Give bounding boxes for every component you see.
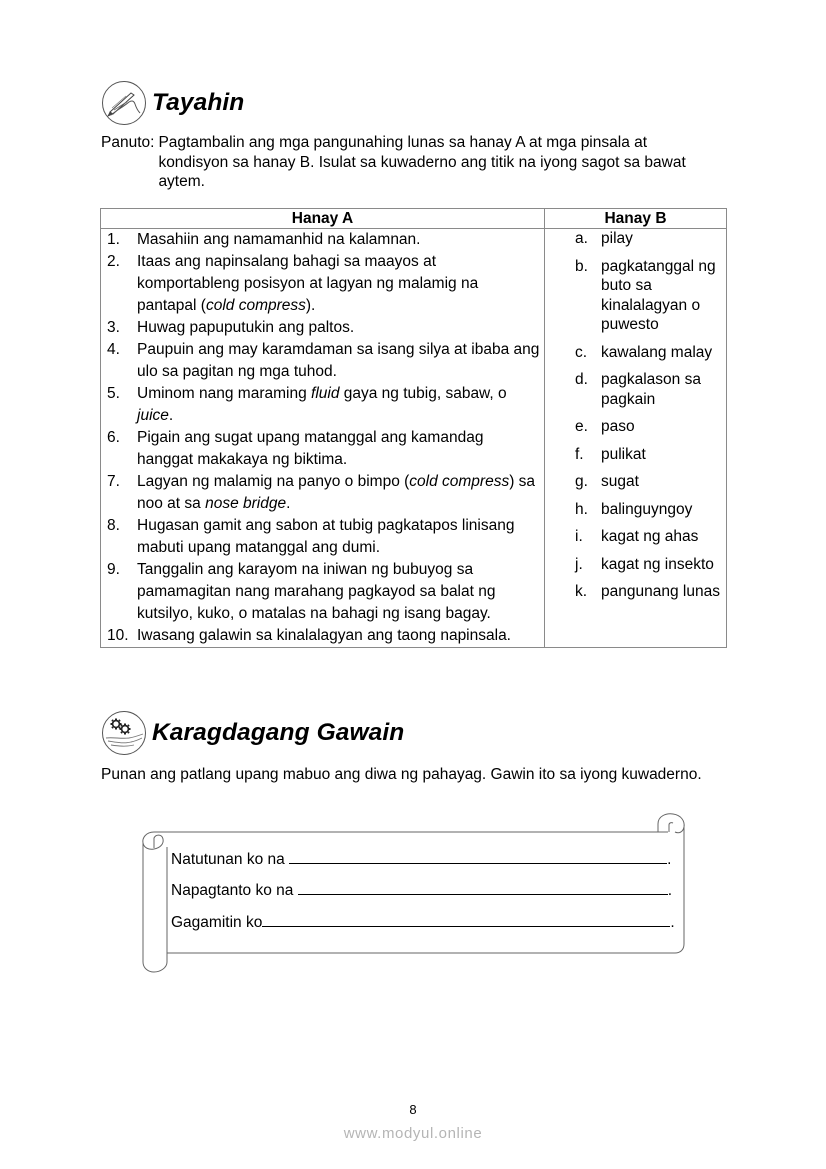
- hanay-a-item: [101, 427, 544, 471]
- matching-table: [100, 208, 727, 648]
- text-segment: Itaas ang napinsalang bahagi sa maayos at komportableng posisyon at lagyan ng malamig na pantapal (: [137, 253, 479, 314]
- column-b: [545, 229, 727, 648]
- item-letter: c.: [575, 343, 588, 361]
- hanay-b-item: [545, 417, 726, 437]
- item-text: [137, 317, 544, 339]
- item-text: [137, 625, 544, 647]
- text-segment: Masahiin ang namamanhid na kalamnan.: [137, 231, 421, 248]
- hanay-a-item: [101, 317, 544, 339]
- item-text: sugat: [601, 473, 639, 490]
- period: .: [670, 914, 675, 931]
- fill-line-gagamitin[interactable]: [171, 912, 675, 932]
- instructions: [101, 133, 711, 192]
- item-letter: k.: [575, 583, 588, 600]
- hanay-b-item: [545, 445, 726, 465]
- text-segment: .: [168, 407, 174, 424]
- italic-term: cold compress: [409, 473, 510, 490]
- item-text: [137, 427, 544, 471]
- item-text: [137, 383, 544, 427]
- item-text: [137, 471, 544, 515]
- text-segment: ).: [305, 297, 316, 314]
- watermark: www.modyul.online: [343, 1125, 483, 1142]
- item-text: pagkatanggal ng buto sa kinalalagyan o puwesto: [601, 257, 716, 333]
- answer-blank[interactable]: [262, 912, 670, 927]
- item-text: kawalang malay: [601, 343, 713, 361]
- item-text: [137, 515, 544, 559]
- section-title: Tayahin: [152, 89, 245, 116]
- text-segment: Uminom nang maraming: [137, 385, 312, 402]
- item-letter: i.: [575, 528, 583, 545]
- item-number: 10.: [107, 627, 129, 644]
- hanay-b-item: [545, 582, 726, 602]
- item-text: paso: [601, 418, 635, 435]
- item-letter: g.: [575, 473, 588, 490]
- answer-blank[interactable]: [298, 880, 668, 895]
- item-text: [137, 559, 544, 625]
- item-letter: f.: [575, 445, 584, 463]
- item-number: 4.: [107, 341, 120, 358]
- karagdagang-gawain-header: [101, 710, 404, 756]
- prompt-label: Natutunan ko na: [171, 851, 290, 868]
- karagdagang-instructions: Punan ang patlang upang mabuo ang diwa ng pahayag. Gawin ito sa iyong kuwaderno.: [101, 766, 702, 783]
- scroll-frame: [140, 812, 700, 977]
- item-text: pangunang lunas: [601, 583, 720, 600]
- prompt-label: Gagamitin ko: [171, 914, 263, 931]
- hanay-b-item: [545, 500, 726, 520]
- item-text: balinguyngoy: [601, 500, 693, 518]
- hanay-a-item: [101, 625, 544, 647]
- item-number: 6.: [107, 429, 120, 446]
- item-letter: b.: [575, 257, 588, 275]
- section-title: Karagdagang Gawain: [152, 719, 405, 746]
- item-letter: e.: [575, 418, 588, 435]
- page-number: 8: [409, 1102, 417, 1117]
- hanay-b-item: [545, 343, 726, 363]
- text-segment: Hugasan gamit ang sabon at tubig pagkatapos linisang mabuti upang matanggal ang dumi.: [137, 517, 515, 556]
- hanay-b-item: [545, 257, 726, 335]
- hanay-b-item: [545, 527, 726, 547]
- hanay-b-item: [545, 472, 726, 492]
- hanay-b-item: [545, 555, 726, 575]
- text-segment: Pigain ang sugat upang matanggal ang kamandag hanggat makakaya ng biktima.: [137, 429, 484, 468]
- fill-line-napagtanto[interactable]: [171, 880, 672, 900]
- item-number: 3.: [107, 319, 120, 336]
- instructions-text: Pagtambalin ang mga pangunahing lunas sa hanay A at mga pinsala at kondisyon sa hanay B. Isulat sa kuwaderno ang titik na iyong sagot sa bawat aytem.: [158, 134, 686, 191]
- item-text: kagat ng ahas: [601, 528, 699, 545]
- item-letter: j.: [575, 555, 583, 573]
- item-text: pilay: [601, 230, 633, 247]
- item-letter: h.: [575, 500, 588, 518]
- item-text: [137, 251, 544, 317]
- italic-term: cold compress: [205, 297, 306, 314]
- item-text: [137, 339, 544, 383]
- italic-term: nose bridge: [205, 495, 287, 512]
- item-number: 7.: [107, 473, 120, 490]
- item-text: kagat ng insekto: [601, 555, 714, 573]
- hanay-a-item: [101, 383, 544, 427]
- italic-term: fluid: [311, 385, 340, 402]
- text-segment: Lagyan ng malamig na panyo o bimpo (: [137, 473, 410, 490]
- hanay-b-item: [545, 229, 726, 249]
- header-hanay-b: Hanay B: [545, 209, 727, 229]
- hanay-b-item: [545, 370, 726, 409]
- hanay-a-item: [101, 251, 544, 317]
- tayahin-header: [101, 80, 244, 126]
- writing-hand-icon: [101, 80, 147, 126]
- hanay-a-item: [101, 515, 544, 559]
- fill-line-natutunan[interactable]: [171, 849, 671, 869]
- hanay-a-item: [101, 339, 544, 383]
- hanay-a-item: [101, 559, 544, 625]
- instructions-label: Panuto:: [101, 134, 155, 151]
- answer-blank[interactable]: [289, 849, 667, 864]
- column-a: [101, 229, 545, 648]
- item-text: pulikat: [601, 445, 646, 463]
- text-segment: Huwag papuputukin ang paltos.: [137, 319, 355, 336]
- item-number: 9.: [107, 561, 120, 578]
- text-segment: ) sa noo at sa: [137, 473, 536, 512]
- item-text: [137, 229, 544, 251]
- text-segment: gaya ng tubig, sabaw, o: [339, 385, 507, 402]
- item-number: 2.: [107, 253, 120, 270]
- item-number: 8.: [107, 517, 120, 534]
- period: .: [667, 851, 672, 868]
- hanay-a-item: [101, 471, 544, 515]
- italic-term: juice: [137, 407, 169, 424]
- item-number: 5.: [107, 385, 120, 402]
- text-segment: .: [286, 495, 291, 512]
- item-text: pagkalason sa pagkain: [601, 371, 701, 408]
- hanay-a-item: [101, 229, 544, 251]
- text-segment: Tanggalin ang karayom na iniwan ng bubuyog sa pamamagitan nang marahang pagkayod sa balat ng kutsilyo, kuko, o matalas na bahagi ng isang bagay.: [137, 561, 496, 622]
- prompt-label: Napagtanto ko na: [171, 882, 298, 899]
- header-hanay-a: Hanay A: [101, 209, 545, 229]
- text-segment: Paupuin ang may karamdaman sa isang silya at ibaba ang ulo sa pagitan ng mga tuhod.: [137, 341, 540, 380]
- text-segment: Iwasang galawin sa kinalalagyan ang taong napinsala.: [137, 627, 511, 644]
- item-letter: a.: [575, 230, 588, 247]
- gears-hand-icon: [101, 710, 147, 756]
- item-number: 1.: [107, 231, 120, 248]
- period: .: [667, 882, 672, 899]
- item-letter: d.: [575, 371, 588, 388]
